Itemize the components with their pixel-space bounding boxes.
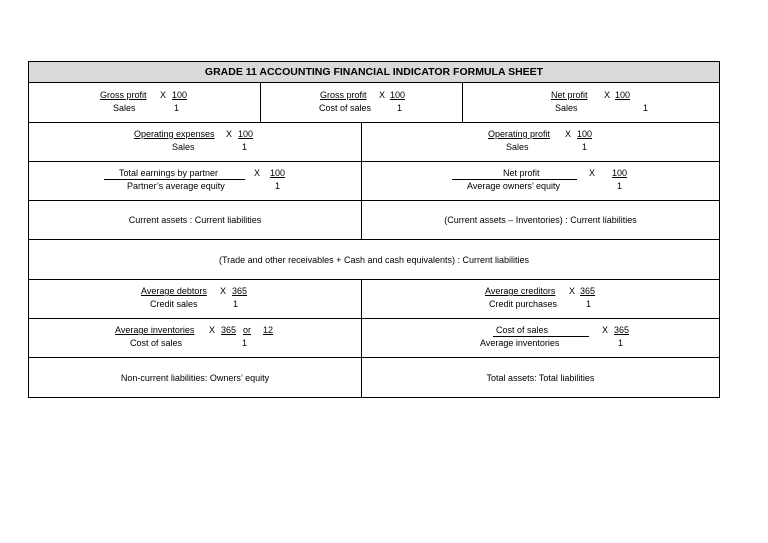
formula-multiplier: 365 — [232, 286, 248, 296]
formula-denominator: Sales — [555, 103, 578, 113]
formula-cell-operating-expenses — [29, 123, 361, 161]
formula-multiplier: 365 — [580, 286, 596, 296]
formula-one: 1 — [582, 142, 588, 152]
table-row-returns — [29, 162, 719, 201]
formula-denominator: Sales — [113, 103, 136, 113]
formula-numerator: Cost of sales — [496, 325, 549, 335]
formula-cell-inventory-turnover — [361, 319, 719, 357]
formula-cell-current-ratio — [29, 201, 361, 239]
formula-one: 1 — [174, 103, 180, 113]
formula-cell-solvency-ratio — [361, 358, 719, 397]
formula-denominator: Credit purchases — [489, 299, 558, 309]
formula-cell-operating-profit — [361, 123, 719, 161]
formula-multiplier: 365 — [221, 325, 237, 335]
formula-text: Total assets: Total liabilities — [486, 372, 595, 383]
formula-multiplier: 365 — [614, 325, 630, 335]
formula-denominator: Credit sales — [150, 299, 198, 309]
multiply-sign: X — [602, 325, 609, 335]
table-row-operating — [29, 123, 719, 162]
formula-cell-net-profit-on-sales — [462, 83, 719, 122]
formula-numerator: Total earnings by partner — [119, 168, 219, 178]
multiply-sign: X — [379, 90, 386, 100]
table-row-collection-periods — [29, 280, 719, 319]
fraction-bar — [104, 179, 245, 180]
formula-cell-gross-profit-on-cost — [260, 83, 462, 122]
formula-numerator: Gross profit — [100, 90, 147, 100]
formula-text: Current assets : Current liabilities — [128, 215, 262, 225]
formula-denominator: Cost of sales — [319, 103, 372, 113]
formula-one: 1 — [242, 338, 248, 348]
multiply-sign: X — [226, 129, 233, 139]
table-row-solvency — [29, 358, 719, 397]
formula-multiplier: 100 — [172, 90, 188, 100]
formula-one: 1 — [643, 103, 649, 113]
formula-multiplier: 100 — [270, 168, 286, 178]
fraction-bar — [452, 179, 577, 180]
formula-denominator: Sales — [506, 142, 529, 152]
formula-one: 1 — [618, 338, 624, 348]
multiply-sign: X — [565, 129, 572, 139]
multiply-sign: X — [589, 168, 596, 178]
formula-multiplier: 100 — [615, 90, 631, 100]
formula-cell-inventory-holding — [29, 319, 361, 357]
table-row-cash-ratio — [29, 240, 719, 280]
formula-cell-receivables-cash-ratio — [29, 240, 719, 279]
formula-cell-debt-equity-ratio — [29, 358, 361, 397]
formula-one: 1 — [233, 299, 239, 309]
formula-denominator: Cost of sales — [130, 338, 183, 348]
formula-denominator: Sales — [172, 142, 195, 152]
formula-multiplier: 100 — [390, 90, 406, 100]
formula-text: (Current assets – Inventories) : Current liabilities — [444, 215, 637, 225]
multiply-sign: X — [254, 168, 261, 178]
formula-numerator: Operating expenses — [134, 129, 215, 139]
table-row-profit-margins — [29, 83, 719, 123]
formula-one: 1 — [617, 181, 623, 191]
multiply-sign: X — [220, 286, 227, 296]
fraction-bar — [493, 336, 589, 337]
formula-one: 1 — [275, 181, 281, 191]
formula-sheet-table — [28, 61, 720, 398]
formula-text: Non-current liabilities: Owners’ equity — [120, 372, 270, 383]
table-row-inventory — [29, 319, 719, 358]
formula-multiplier: 100 — [238, 129, 254, 139]
formula-cell-debtors-collection — [29, 280, 361, 318]
formula-numerator: Gross profit — [320, 90, 367, 100]
formula-numerator: Net profit — [551, 90, 588, 100]
multiply-sign: X — [209, 325, 216, 335]
formula-numerator: Net profit — [503, 168, 540, 178]
formula-cell-acid-test-ratio — [361, 201, 719, 239]
formula-denominator: Average owners’ equity — [467, 181, 561, 191]
formula-denominator: Average inventories — [480, 338, 560, 348]
formula-denominator: Partner’s average equity — [127, 181, 225, 191]
multiply-sign: X — [160, 90, 167, 100]
formula-one: 1 — [586, 299, 592, 309]
multiply-sign: X — [569, 286, 576, 296]
formula-one: 1 — [242, 142, 248, 152]
formula-numerator: Average debtors — [141, 286, 207, 296]
formula-cell-partner-earnings — [29, 162, 361, 200]
formula-text: (Trade and other receivables + Cash and cash equivalents) : Current liabilities — [218, 254, 530, 265]
formula-alternative-multiplier: 12 — [263, 325, 274, 335]
formula-cell-creditors-payment — [361, 280, 719, 318]
formula-numerator: Operating profit — [488, 129, 551, 139]
formula-cell-return-on-owners-equity — [361, 162, 719, 200]
formula-cell-gross-profit-on-sales — [29, 83, 260, 122]
formula-numerator: Average inventories — [115, 325, 195, 335]
sheet-title: GRADE 11 ACCOUNTING FINANCIAL INDICATOR FORMULA SHEET — [29, 62, 719, 83]
formula-multiplier: 100 — [577, 129, 593, 139]
formula-or: or — [243, 325, 252, 335]
table-row-liquidity — [29, 201, 719, 240]
multiply-sign: X — [604, 90, 611, 100]
formula-multiplier: 100 — [612, 168, 628, 178]
formula-one: 1 — [397, 103, 403, 113]
formula-numerator: Average creditors — [485, 286, 556, 296]
